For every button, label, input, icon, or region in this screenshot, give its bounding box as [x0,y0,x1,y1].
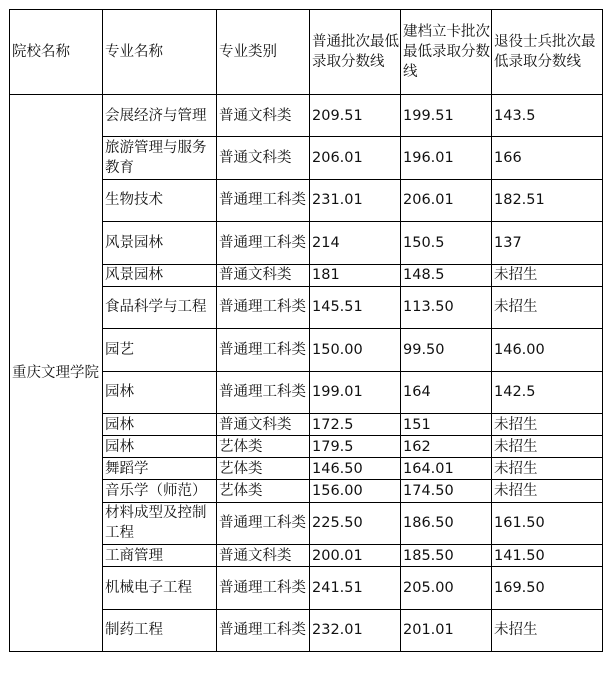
cell-poverty-score: 99.50 [401,329,492,371]
cell-poverty-score: 206.01 [401,179,492,221]
cell-regular-score: 181 [310,264,401,286]
cell-major: 音乐学（师范） [103,480,217,502]
cell-veteran-score: 141.50 [492,545,603,567]
cell-category: 艺体类 [217,458,310,480]
header-major: 专业名称 [103,10,217,95]
cell-category: 艺体类 [217,480,310,502]
cell-poverty-score: 201.01 [401,609,492,651]
cell-category: 普通理工科类 [217,179,310,221]
table-row [10,95,603,137]
cell-major: 风景园林 [103,264,217,286]
cell-regular-score: 146.50 [310,458,401,480]
cell-regular-score: 241.51 [310,567,401,609]
cell-veteran-score: 未招生 [492,480,603,502]
cell-major: 食品科学与工程 [103,286,217,328]
cell-category: 普通理工科类 [217,222,310,264]
cell-veteran-score: 137 [492,222,603,264]
cell-regular-score: 200.01 [310,545,401,567]
cell-poverty-score: 174.50 [401,480,492,502]
cell-major: 机械电子工程 [103,567,217,609]
cell-category: 普通理工科类 [217,609,310,651]
cell-category: 普通理工科类 [217,329,310,371]
cell-category: 普通文科类 [217,264,310,286]
cell-major: 制药工程 [103,609,217,651]
admission-score-table [9,9,603,652]
cell-veteran-score: 161.50 [492,502,603,544]
cell-major: 园林 [103,436,217,458]
cell-veteran-score: 182.51 [492,179,603,221]
header-poverty-score: 建档立卡批次最低录取分数线 [401,10,492,95]
cell-school-name: 重庆文理学院 [10,95,103,652]
cell-veteran-score: 未招生 [492,264,603,286]
cell-regular-score: 199.01 [310,371,401,413]
header-row [10,10,603,95]
cell-major: 舞蹈学 [103,458,217,480]
cell-major: 生物技术 [103,179,217,221]
cell-major: 会展经济与管理 [103,95,217,137]
cell-poverty-score: 199.51 [401,95,492,137]
cell-poverty-score: 150.5 [401,222,492,264]
cell-category: 普通理工科类 [217,567,310,609]
cell-veteran-score: 143.5 [492,95,603,137]
cell-category: 普通文科类 [217,137,310,179]
cell-regular-score: 231.01 [310,179,401,221]
cell-regular-score: 225.50 [310,502,401,544]
cell-major: 材料成型及控制工程 [103,502,217,544]
cell-regular-score: 179.5 [310,436,401,458]
header-category: 专业类别 [217,10,310,95]
header-veteran-score: 退役士兵批次最低录取分数线 [492,10,603,95]
cell-veteran-score: 未招生 [492,436,603,458]
cell-poverty-score: 186.50 [401,502,492,544]
cell-major: 园林 [103,413,217,435]
cell-regular-score: 214 [310,222,401,264]
cell-regular-score: 232.01 [310,609,401,651]
cell-poverty-score: 205.00 [401,567,492,609]
cell-major: 园林 [103,371,217,413]
header-school: 院校名称 [10,10,103,95]
cell-category: 普通文科类 [217,95,310,137]
table-body [10,95,603,652]
cell-poverty-score: 162 [401,436,492,458]
cell-poverty-score: 151 [401,413,492,435]
cell-category: 普通理工科类 [217,371,310,413]
cell-poverty-score: 113.50 [401,286,492,328]
cell-major: 风景园林 [103,222,217,264]
cell-poverty-score: 196.01 [401,137,492,179]
cell-poverty-score: 164 [401,371,492,413]
cell-regular-score: 172.5 [310,413,401,435]
cell-veteran-score: 142.5 [492,371,603,413]
cell-veteran-score: 169.50 [492,567,603,609]
cell-poverty-score: 164.01 [401,458,492,480]
cell-veteran-score: 未招生 [492,413,603,435]
cell-poverty-score: 185.50 [401,545,492,567]
cell-category: 普通理工科类 [217,502,310,544]
cell-category: 普通文科类 [217,413,310,435]
cell-regular-score: 156.00 [310,480,401,502]
cell-veteran-score: 未招生 [492,458,603,480]
cell-veteran-score: 146.00 [492,329,603,371]
cell-category: 普通理工科类 [217,286,310,328]
cell-category: 艺体类 [217,436,310,458]
cell-regular-score: 209.51 [310,95,401,137]
cell-major: 旅游管理与服务教育 [103,137,217,179]
cell-category: 普通文科类 [217,545,310,567]
header-regular-score: 普通批次最低录取分数线 [310,10,401,95]
cell-regular-score: 150.00 [310,329,401,371]
cell-regular-score: 145.51 [310,286,401,328]
cell-major: 工商管理 [103,545,217,567]
cell-regular-score: 206.01 [310,137,401,179]
cell-major: 园艺 [103,329,217,371]
cell-poverty-score: 148.5 [401,264,492,286]
cell-veteran-score: 未招生 [492,286,603,328]
cell-veteran-score: 166 [492,137,603,179]
cell-veteran-score: 未招生 [492,609,603,651]
